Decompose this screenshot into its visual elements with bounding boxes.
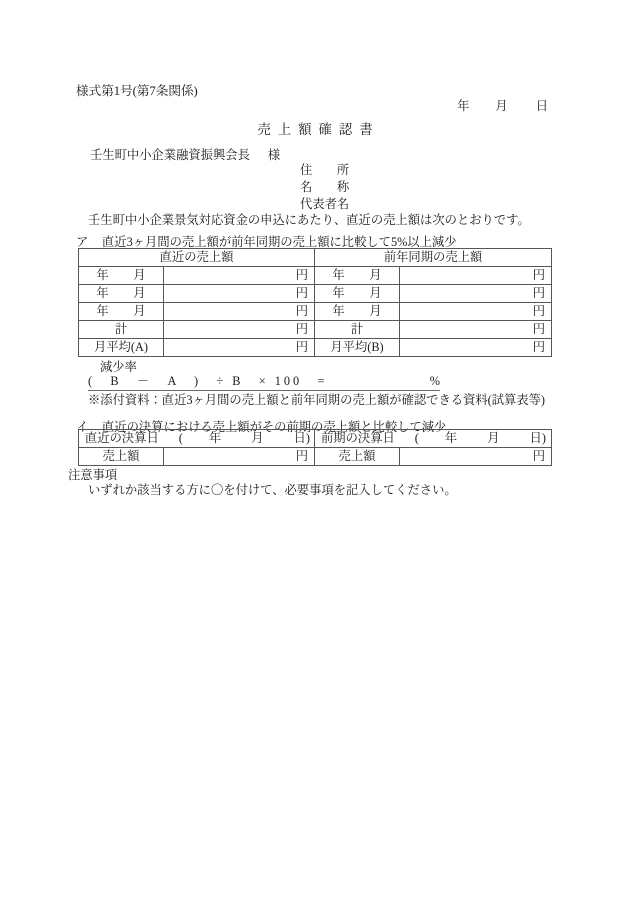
decline-rate-percent-unit: % [429, 374, 440, 388]
recent-sales-header: 直近の売上額 [79, 249, 315, 267]
previous-settlement-month: 月 [487, 431, 500, 445]
document-title: 売上額確認書 [257, 122, 380, 137]
addressee [90, 145, 280, 163]
previous-settlement-year: 年 [444, 431, 458, 445]
notes-text: いずれか該当する方に〇を付けて、必要事項を記入してください。 [88, 483, 457, 497]
previous-total-label: 計 [315, 321, 400, 339]
previous-total-input[interactable]: 円 [400, 321, 552, 339]
attachment-note: ※添付資料：直近3ヶ月間の売上額と前年同期の売上額が確認できる資料(試算表等) [88, 393, 546, 407]
previous-average-label-b: 月平均(B) [315, 339, 400, 357]
table-row [79, 303, 552, 321]
decline-rate-expression: ( B － A ) ÷ B × 100 = [88, 374, 328, 388]
clause-i-marker: イ [76, 420, 89, 434]
recent-month-label-1: 年 月 [79, 267, 164, 285]
date-year-label: 年 [457, 99, 470, 113]
clause-a-marker: ア [76, 235, 89, 249]
clause-a-text: 直近3ヶ月間の売上額が前年同期の売上額に比較して5%以上減少 [102, 235, 457, 249]
table-row [79, 285, 552, 303]
settlement-header-row [79, 430, 552, 448]
applicant-address-label: 住 所 [300, 163, 350, 177]
previous-amount-input-3[interactable]: 円 [400, 303, 552, 321]
recent-month-label-3: 年 月 [79, 303, 164, 321]
recent-total-input[interactable]: 円 [164, 321, 315, 339]
recent-settlement-year: 年 [208, 431, 222, 445]
previous-settlement-amount-input[interactable]: 円 [400, 448, 552, 466]
recent-settlement-date-header[interactable] [79, 430, 315, 448]
body-sentence: 壬生町中小企業景気対応資金の申込にあたり、直近の売上額は次のとおりです。 [88, 213, 530, 227]
recent-total-label: 計 [79, 321, 164, 339]
recent-average-label-a: 月平均(A) [79, 339, 164, 357]
previous-settlement-paren: ( [414, 431, 419, 445]
recent-amount-input-1[interactable]: 円 [164, 267, 315, 285]
recent-settlement-paren: ( [178, 431, 183, 445]
previous-settlement-date-label: 前期の決算日 [321, 431, 395, 445]
previous-year-sales-header: 前年同期の売上額 [315, 249, 552, 267]
clause-i-text: 直近の決算における売上額がその前期の売上額と比較して減少 [102, 420, 447, 434]
previous-settlement-date-header[interactable] [315, 430, 552, 448]
table-total-row [79, 321, 552, 339]
applicant-representative-label: 代表者名 [300, 197, 350, 211]
recent-settlement-date-label: 直近の決算日 [85, 431, 159, 445]
recent-settlement-amount-label: 売上額 [79, 448, 164, 466]
recent-month-label-2: 年 月 [79, 285, 164, 303]
decline-rate-formula[interactable] [88, 373, 440, 391]
settlement-amount-row [79, 448, 552, 466]
recent-amount-input-3[interactable]: 円 [164, 303, 315, 321]
addressee-honorific: 様 [267, 148, 281, 162]
table-average-row [79, 339, 552, 357]
decline-rate-label: 減少率 [100, 360, 137, 374]
recent-settlement-amount-input[interactable]: 円 [164, 448, 315, 466]
recent-settlement-day: 日) [293, 431, 310, 445]
sales-amount-table [78, 248, 552, 357]
recent-amount-input-2[interactable]: 円 [164, 285, 315, 303]
previous-settlement-amount-label: 売上額 [315, 448, 400, 466]
date-day-label: 日 [535, 99, 548, 113]
addressee-name: 壬生町中小企業融資振興会長 [90, 148, 250, 162]
previous-month-label-1: 年 月 [315, 267, 400, 285]
previous-amount-input-2[interactable]: 円 [400, 285, 552, 303]
previous-month-label-3: 年 月 [315, 303, 400, 321]
previous-settlement-day: 日) [529, 431, 546, 445]
table-header-row [79, 249, 552, 267]
previous-average-input-b[interactable]: 円 [400, 339, 552, 357]
previous-month-label-2: 年 月 [315, 285, 400, 303]
previous-amount-input-1[interactable]: 円 [400, 267, 552, 285]
applicant-name-label: 名 称 [300, 180, 350, 194]
recent-average-input-a[interactable]: 円 [164, 339, 315, 357]
date-month-label: 月 [495, 99, 508, 113]
settlement-table [78, 429, 552, 466]
table-row [79, 267, 552, 285]
notes-title: 注意事項 [68, 468, 118, 482]
date-line [300, 96, 548, 114]
form-number: 様式第1号(第7条関係) [76, 84, 198, 98]
recent-settlement-month: 月 [251, 431, 264, 445]
